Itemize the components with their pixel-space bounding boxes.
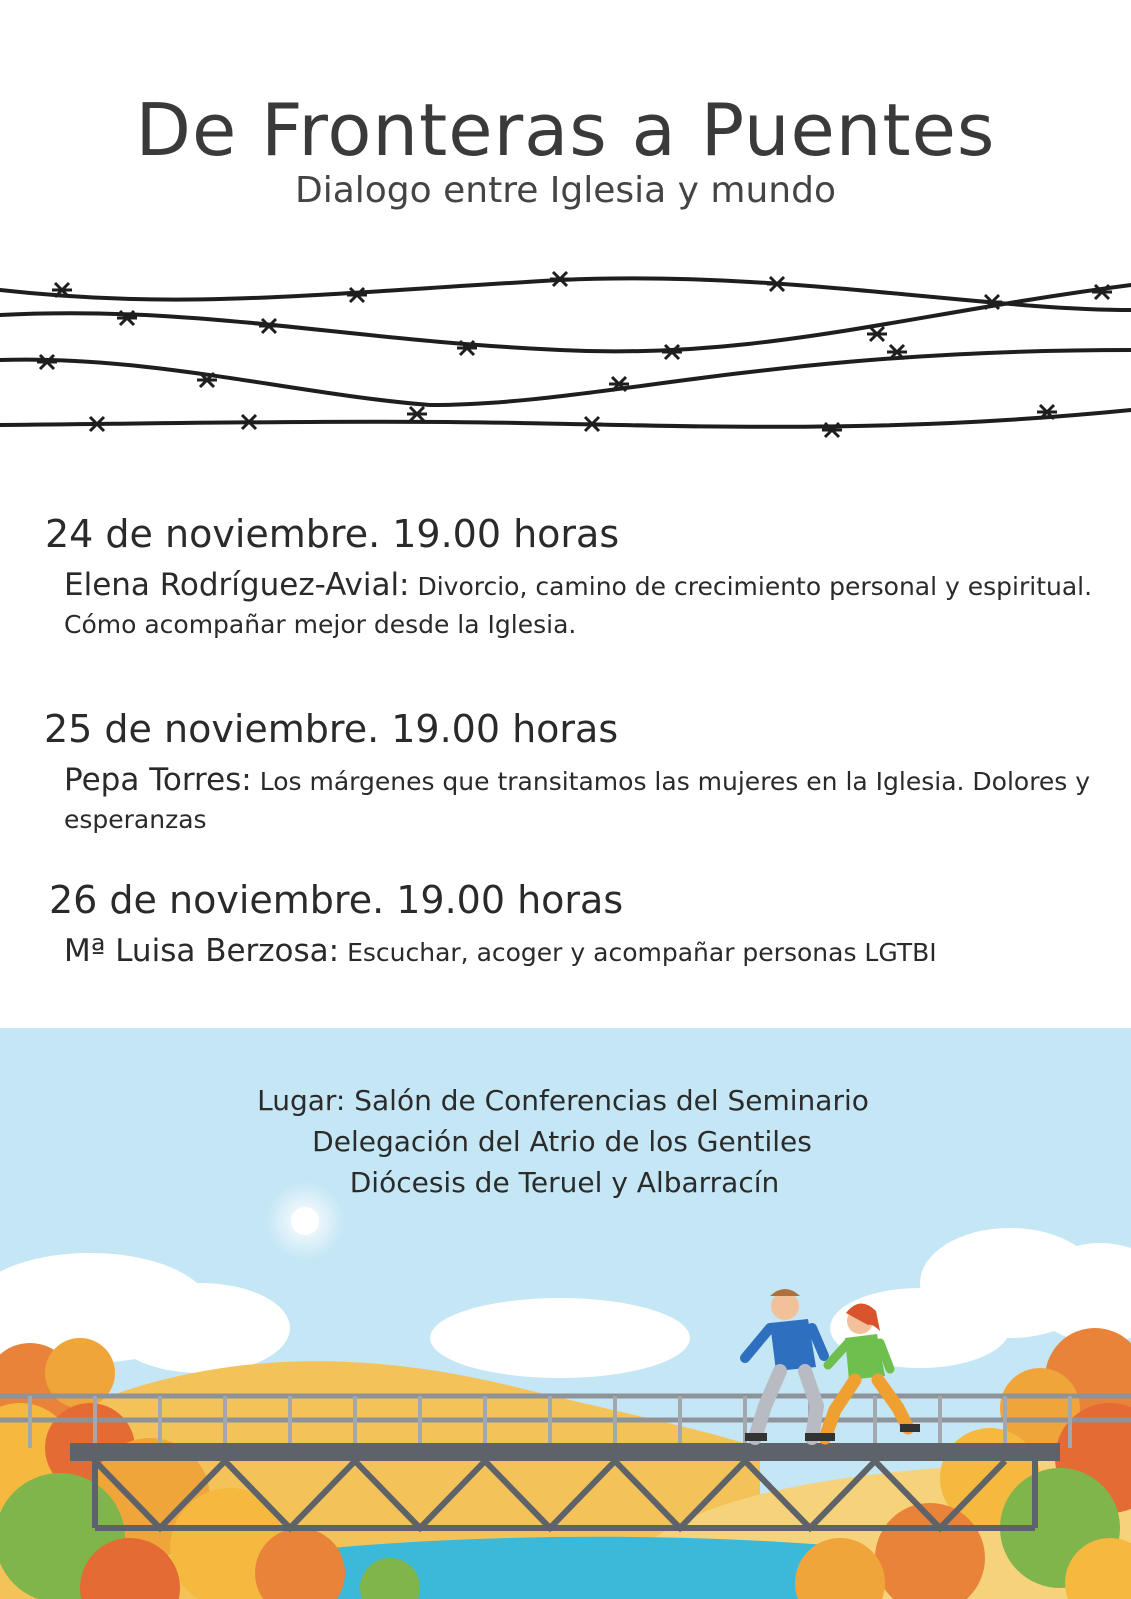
event-description — [64, 932, 1104, 972]
speaker-name: Pepa Torres: — [64, 762, 252, 798]
diocese-line: Diócesis de Teruel y Albarracín — [349, 1166, 780, 1199]
event-date: 26 de noviembre. 19.00 horas — [49, 878, 624, 922]
event-description — [64, 761, 1104, 839]
poster-title: De Fronteras a Puentes — [135, 88, 996, 172]
event-date: 24 de noviembre. 19.00 horas — [45, 512, 620, 556]
barbed-wire-illustration — [0, 255, 1131, 465]
poster-subtitle: Dialogo entre Iglesia y mundo — [294, 170, 837, 211]
venue-line: Lugar: Salón de Conferencias del Seminario — [257, 1084, 869, 1117]
speaker-name: Elena Rodríguez-Avial: — [64, 567, 410, 603]
talk-topic: Escuchar, acoger y acompañar personas LGTBI — [339, 938, 937, 967]
talk-topic: Divorcio, camino de crecimiento personal y espiritual. Cómo acompañar mejor desde la Iglesia. — [64, 572, 1093, 639]
event-description — [64, 566, 1104, 644]
speaker-name: Mª Luisa Berzosa: — [64, 933, 340, 969]
venue-info — [0, 1080, 1131, 1203]
event-date: 25 de noviembre. 19.00 horas — [44, 707, 619, 751]
talk-topic: Los márgenes que transitamos las mujeres en la Iglesia. Dolores y esperanzas — [64, 767, 1091, 834]
organizer-line: Delegación del Atrio de los Gentiles — [312, 1125, 812, 1158]
